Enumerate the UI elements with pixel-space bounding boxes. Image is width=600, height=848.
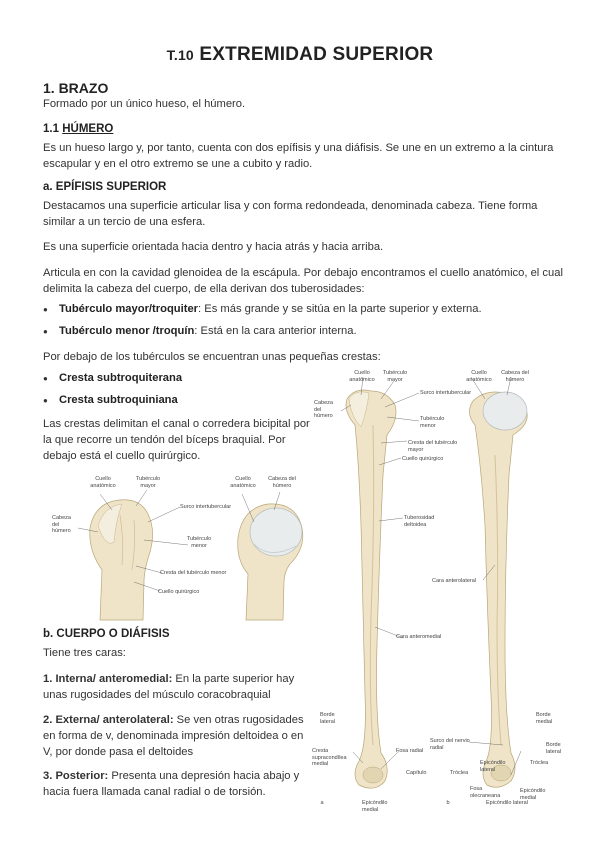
figure-caption-a: a [320,800,324,806]
subsection-name: HÚMERO [62,123,114,135]
figure-label: Cabeza del húmero [52,515,71,534]
subsection-text: Es un hueso largo y, por tanto, cuenta con dos epífisis y una diáfisis. Se une en un extremo a la cintura escapular y en el otro extremo se une a cubito y radio. [43,142,554,170]
figure-label: Cresta supracondílea medial [312,748,347,767]
figure-label: Epicóndilo lateral [480,760,506,773]
figure-label: Borde lateral [320,712,335,725]
epifisis-p1: Destacamos una superficie articular lisa y con forma redondeada, denominada cabeza. Tiene forma similar a un tercio de una esfera. [43,200,538,228]
face-bold: 2. Externa/ anterolateral: [43,714,174,726]
figure-label: Borde lateral [546,742,561,755]
figure-label: Tubérculo menor [420,416,445,429]
figure-label: Cuello anatómico [230,476,256,489]
figure-label: Cara anterolateral [432,578,477,584]
figure-label: Epicóndilo lateral [486,800,528,806]
humerus-posterior [469,392,527,787]
face-text: Se ven otras rugosidades en forma de v, denominada impresión deltoidea o en V, por donde pasa el deltoides [43,714,304,758]
list-item-tub-menor [43,323,569,339]
face-bold: 3. Posterior: [43,770,109,782]
epifisis-p2: Es una superficie orientada hacia dentro y hacia atrás y hacia arriba. [43,241,384,253]
figure-label: Tubérculo mayor [135,476,161,489]
figure-caption-b: b [446,800,450,806]
figure-label: Surco intertubercular [420,390,472,396]
list-item-cresta-2 [43,392,178,408]
diafisis-face-1 [43,671,311,703]
list-item-bold: Cresta subtroquiterana [59,372,183,384]
epifisis-heading: a. EPÍFISIS SUPERIOR [43,181,167,193]
list-item-text: : Está en la cara anterior interna. [194,325,357,337]
figure-label: Cara anteromedial [396,634,442,640]
list-item-bold: Cresta subtroquiniana [59,394,178,406]
diafisis-intro: Tiene tres caras: [43,647,126,659]
epifisis-p5: Las crestas delimitan el canal o corredera bicipital por la que recorre un tendón del bíceps braquial. Por debajo está el cuello quirúrgico. [43,418,310,462]
list-item-cresta-1 [43,370,182,386]
humerus-anterior [346,390,396,788]
list-item-bold: Tubérculo menor /troquín [59,325,195,337]
figure-label: Capítulo [406,770,427,776]
diafisis-face-3 [43,768,311,800]
figure-label: Cuello anatómico [349,370,375,383]
figure-label: Epicóndilo medial [362,800,388,813]
figure-label: Cresta del tubérculo mayor [408,440,458,453]
section-heading: 1. BRAZO [43,80,109,96]
figure-label: Cuello anatómico [466,370,492,383]
figure-label: Borde medial [536,712,553,725]
figure-label: Tubérculo mayor [382,370,408,383]
subsection-heading [43,123,113,135]
figure-label: Fosa olecraneana [470,786,501,799]
diafisis-face-2 [43,712,311,760]
epifisis-p4: Por debajo de los tubérculos se encuentran unas pequeñas crestas: [43,351,381,363]
figure-label: Cresta del tubérculo menor [160,570,227,576]
figure-label: Tuberosidad deltoidea [404,515,435,528]
figure-label: Tróclea [450,770,469,776]
list-item-text: : Es más grande y se sitúa en la parte superior y externa. [198,303,482,315]
title-prefix: T.10 [166,47,194,63]
figure-label: Cabeza del húmero [268,476,296,489]
diafisis-heading: b. CUERPO O DIÁFISIS [43,628,170,640]
proximal-humerus-figure [40,470,320,630]
face-text: En la parte superior hay unas rugosidades del músculo coracobraquial [43,673,295,701]
figure-label: Surco del nervio radial [430,738,470,751]
title-main: EXTREMIDAD SUPERIOR [199,44,434,65]
figure-label: Cuello anatómico [90,476,116,489]
figure-label: Surco intertubercular [180,504,232,510]
figure-label: Cabeza del húmero [314,400,333,419]
subsection-number: 1.1 [43,123,59,135]
figure-label: Cuello quirúrgico [158,589,200,595]
list-item-tub-mayor [43,301,569,317]
figure-label: Fosa radial [396,748,424,754]
humerus-head [250,508,302,556]
figure-label: Epicóndilo medial [520,788,546,801]
face-text: Presenta una depresión hacia abajo y hacia fuera llamada canal radial o de torsión. [43,770,300,798]
figure-label: Cabeza del húmero [501,370,529,383]
face-bold: 1. Interna/ anteromedial: [43,673,173,685]
page-title [0,44,600,66]
figure-label: Tubérculo menor [186,536,212,549]
figure-label: Tróclea [530,760,549,766]
list-item-bold: Tubérculo mayor/troquiter [59,303,199,315]
humerus-anterior-proximal [90,500,153,620]
section-intro: Formado por un único hueso, el húmero. [43,98,246,110]
epifisis-p3: Articula en con la cavidad glenoidea de la escápula. Por debajo encontramos el cuello anatómico, el cual delimita la cabeza del cuerpo, de ella derivan dos tuberosidades: [43,267,563,295]
humerus-head [483,392,527,430]
figure-label: Cuello quirúrgico [402,456,444,462]
